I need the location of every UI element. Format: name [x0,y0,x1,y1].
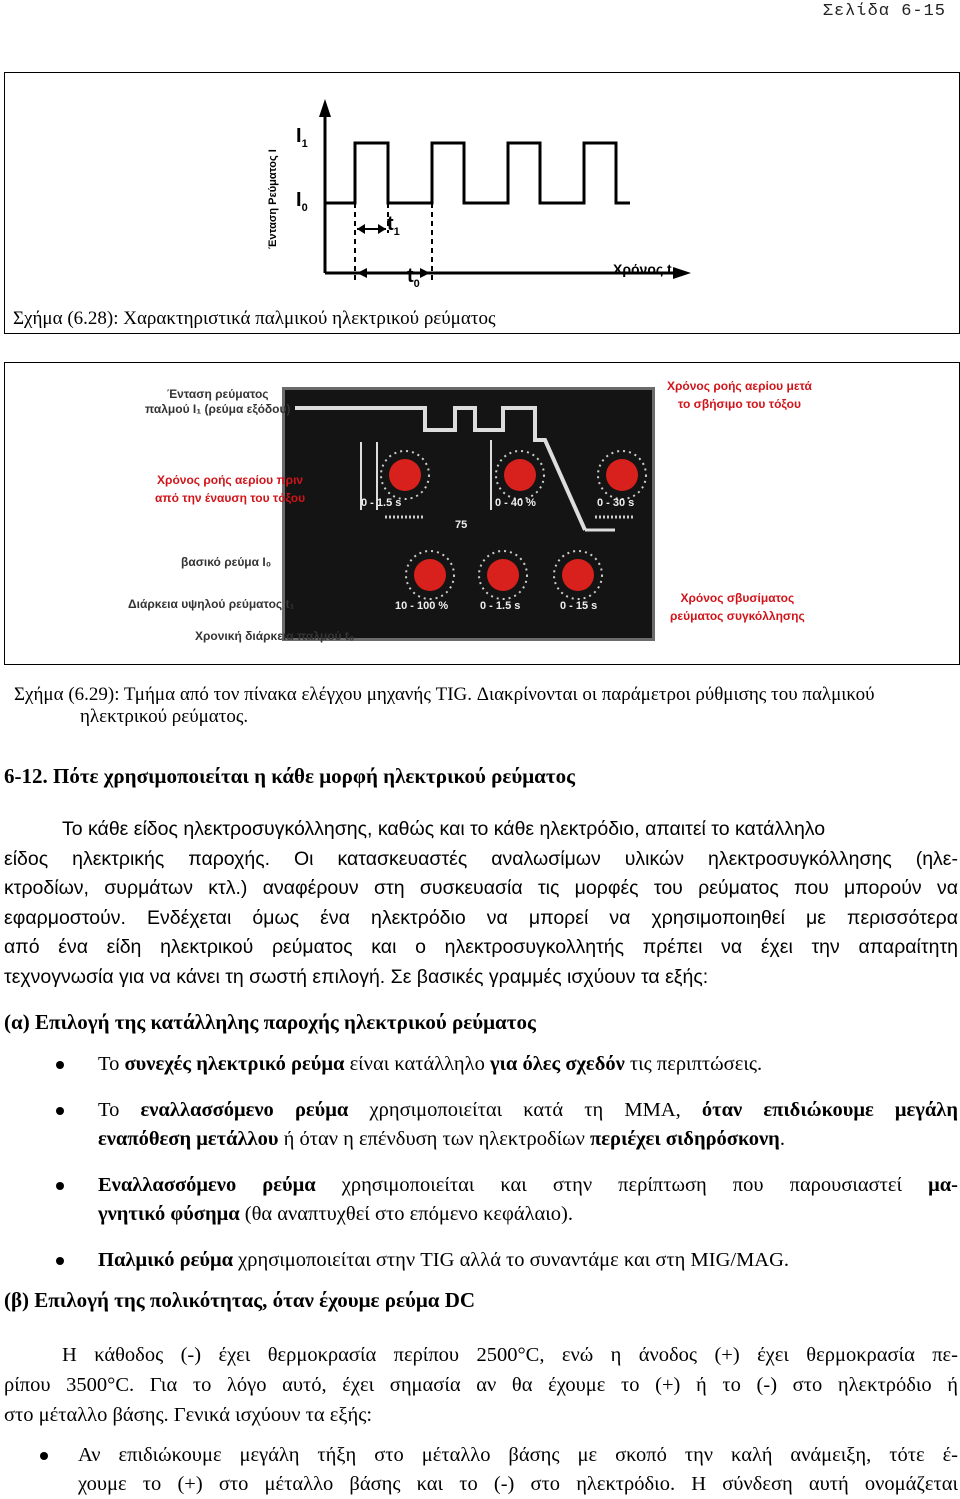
label-pre-gas: Χρόνος ροής αερίου πριν από την έναυση του τόξου [155,473,306,505]
page-number: Σελίδα 6-15 [822,2,946,21]
bullet-list-a [98,1050,958,1275]
bullet-icon [56,1107,64,1115]
figure-6-29 [4,362,960,665]
section-heading: 6-12. Πότε χρησιμοποιείται η κάθε μορφή ηλεκτρικού ρεύματος [4,764,575,788]
bullet-icon [56,1257,64,1265]
i0-label: $I_0$ [296,189,308,214]
label-high-duration: Διάρκεια υψηλού ρεύματος t₁ [128,597,295,611]
figure-6-29-caption: Σχήμα (6.29): Τμήμα από τον πίνακα ελέγχου μηχανής TIG. Διακρίνονται οι παράμετροι ρύθμισης του παλμικού ηλεκτρικού ρεύματος. [14,684,875,727]
bullet-icon [56,1182,64,1190]
pulse-waveform-diagram [5,73,959,303]
list-item: Το συνεχές ηλεκτρικό ρεύμα είναι κατάλληλο για όλες σχεδόν τις περιπτώσεις. [98,1050,958,1080]
x-axis-label: Χρόνος t [613,261,672,277]
list-item: Εναλλασσόμενο ρεύμα χρησιμοποιείται και στην περίπτωση που παρουσιαστεί μα- γνητικό φύσημα (θα αναπτυχθεί στο επόμενο κεφάλαιο). [98,1171,958,1230]
figure-6-28-caption: Σχήμα (6.28): Χαρακτηριστικά παλμικού ηλεκτρικού ρεύματος [13,308,496,329]
paragraph-2: Η κάθοδος (-) έχει θερμοκρασία περίπου 2500°C, ενώ η άνοδος (+) έχει θερμοκρασία πε- ρίπου 3500°C. Για το λόγο αυτό, έχει σημασία αν θα έχουμε το (+) ή το (-) στο ηλεκτρόδιο ή στο μέταλλο βάσης. Γενικά ισχύουν τα εξής: [4,1344,958,1426]
bullet-list-b [78,1441,958,1499]
bullet-icon [56,1061,64,1069]
knob-range-3: 0 - 30 s [597,497,635,509]
y-axis-label: Ένταση Ρεύματος I [267,149,279,249]
label-base-current: βασικό ρεύμα I₀ [181,555,272,569]
t1-label: $t_1$ [387,213,400,238]
label-post-gas: Χρόνος ροής αερίου μετά το σβήσιμο του τόξου [667,379,812,411]
list-item: Παλμικό ρεύμα χρησιμοποιείται στην TIG αλλά το συναντάμε και στη MIG/MAG. [98,1246,958,1276]
i1-label: $I_1$ [296,125,308,150]
label-downslope: Χρόνος σβυσίματος ρεύματος συγκόλλησης [670,591,805,623]
subsection-b-heading: (β) Επιλογή της πολικότητας, όταν έχουμε ρεύμα DC [4,1288,476,1312]
subsection-a-heading: (α) Επιλογή της κατάλληλης παροχής ηλεκτρικού ρεύματος [4,1010,536,1034]
mid-value: 75 [455,519,468,531]
knob-range-2: 0 - 40 % [495,497,536,509]
label-pulse-period: Χρονική διάρκεια παλμού t₀ [195,629,355,643]
t0-label: $t_0$ [407,265,420,290]
figure-6-28 [4,72,960,334]
paragraph-1: Το κάθε είδος ηλεκτροσυγκόλλησης, καθώς και το κάθε ηλεκτρόδιο, απαιτεί το κατάλληλο είδος ηλεκτρικής παροχής. Οι κατασκευαστές αναλωσίμων υλικών ηλεκτροσυγκόλλησης (ηλε- κτροδίων, συρμάτων κτλ.) αναφέρουν στη συσκευασία τις μορφές του ρεύματος που μπορούν να εφαρμοστούν. Ενδέχεται όμως ένα ηλεκτρόδιο να μπορεί να χρησιμοποιηθεί με περισσότερα από ένα είδη ηλεκτρικού ρεύματος και ο ηλεκτροσυγκολλητής πρέπει να έχει την απαραίτητη τεχνογνωσία για να κάνει τη σωστή επιλογή. Σε βασικές γραμμές ισχύουν τα εξής: [4,818,958,988]
list-item: Αν επιδιώκουμε μεγάλη τήξη στο μέταλλο βάσης με σκοπό την καλή ανάμειξη, τότε έ- χουμε το (+) στο μέταλλο βάσης και το (-) στο ηλεκτρόδιο. Η σύνδεση αυτή ονομάζεται [78,1441,958,1499]
knob-range-4: 10 - 100 % [395,600,449,612]
tig-control-panel [282,387,655,641]
knob-range-5: 0 - 1.5 s [480,600,521,612]
list-item: Το εναλλασσόμενο ρεύμα χρησιμοποιείται κατά τη ΜΜΑ, όταν επιδιώκουμε μεγάλη εναπόθεση μετάλλου ή όταν η επένδυση των ηλεκτροδίων περιέχει σιδηρόσκονη. [98,1096,958,1155]
bullet-icon [40,1452,48,1460]
knob-range-1: 0 - 1.5 s [361,497,402,509]
knob-range-6: 0 - 15 s [560,600,598,612]
label-pulse-current: Ένταση ρεύματος παλμού I₁ (ρεύμα εξόδου) [145,387,291,416]
